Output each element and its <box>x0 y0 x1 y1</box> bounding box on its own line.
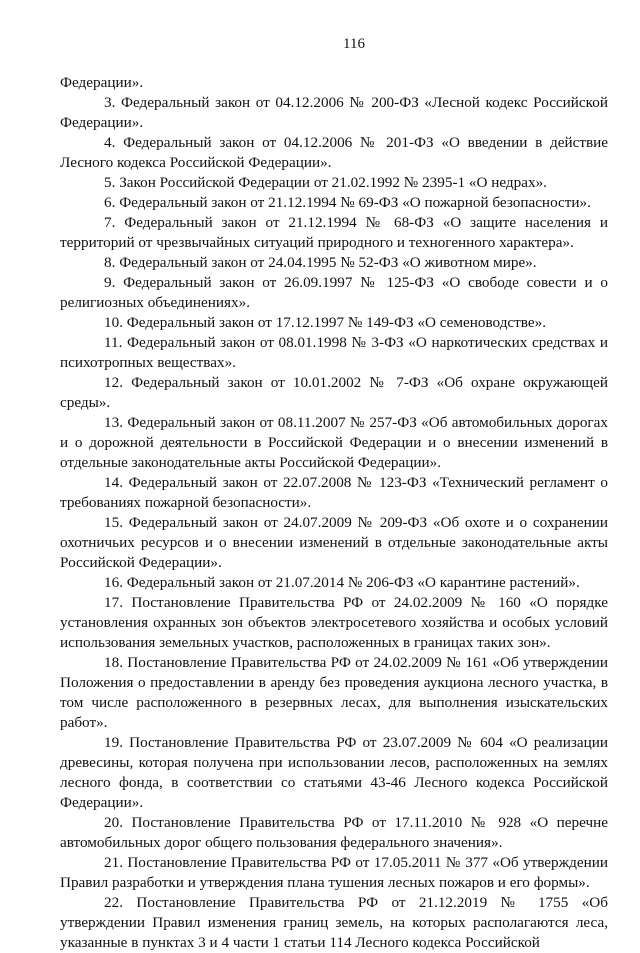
list-item: 13. Федеральный закон от 08.11.2007 № 257-ФЗ «Об автомобильных дорогах и о дорожной деятельности в Российской Федерации и о внесении изменений в отдельные законодательные акты Российской Федерации». <box>60 414 608 471</box>
document-body <box>60 73 608 953</box>
list-item: 19. Постановление Правительства РФ от 23.07.2009 № 604 «О реализации древесины, которая получена при использовании лесов, расположенных на землях лесного фонда, в соответствии со статьями 43-46 Лесного кодекса Российской Федерации». <box>60 734 608 811</box>
page-number: 116 <box>343 36 365 52</box>
list-item: 14. Федеральный закон от 22.07.2008 № 123-ФЗ «Технический регламент о требованиях пожарной безопасности». <box>60 474 608 511</box>
list-item: 12. Федеральный закон от 10.01.2002 № 7-ФЗ «Об охране окружающей среды». <box>60 374 608 411</box>
list-item: 16. Федеральный закон от 21.07.2014 № 206-ФЗ «О карантине растений». <box>104 574 580 591</box>
list-item: 18. Постановление Правительства РФ от 24.02.2009 № 161 «Об утверждении Положения о предоставлении в аренду без проведения аукциона лесного участка, в том числе расположенного в резервных лесах, для выполнения изыскательских работ». <box>60 654 608 731</box>
list-item: 3. Федеральный закон от 04.12.2006 № 200-ФЗ «Лесной кодекс Российской Федерации». <box>60 94 608 131</box>
list-item: 15. Федеральный закон от 24.07.2009 № 209-ФЗ «Об охоте и о сохранении охотничьих ресурсов и о внесении изменений в отдельные законодательные акты Российской Федерации». <box>60 514 608 571</box>
list-item: 8. Федеральный закон от 24.04.1995 № 52-ФЗ «О животном мире». <box>104 254 537 271</box>
list-item: 20. Постановление Правительства РФ от 17.11.2010 № 928 «О перечне автомобильных дорог общего пользования федерального значения». <box>60 814 608 851</box>
continuation-text: Федерации». <box>60 74 144 91</box>
list-item: 7. Федеральный закон от 21.12.1994 № 68-ФЗ «О защите населения и территорий от чрезвычайных ситуаций природного и техногенного характера». <box>60 214 608 251</box>
list-item: 9. Федеральный закон от 26.09.1997 № 125-ФЗ «О свободе совести и о религиозных объединениях». <box>60 274 608 311</box>
list-item: 11. Федеральный закон от 08.01.1998 № 3-ФЗ «О наркотических средствах и психотропных веществах». <box>60 334 608 371</box>
list-item: 17. Постановление Правительства РФ от 24.02.2009 № 160 «О порядке установления охранных зон объектов электросетевого хозяйства и особых условий использования земельных участков, расположенных в границах таких зон». <box>60 594 608 651</box>
list-item: 6. Федеральный закон от 21.12.1994 № 69-ФЗ «О пожарной безопасности». <box>104 194 591 211</box>
list-item: 4. Федеральный закон от 04.12.2006 № 201-ФЗ «О введении в действие Лесного кодекса Российской Федерации». <box>60 134 608 171</box>
list-item: 22. Постановление Правительства РФ от 21.12.2019 № 1755 «Об утверждении Правил изменения границ земель, на которых располагаются леса, указанные в пунктах 3 и 4 части 1 статьи 114 Лесного кодекса Российской <box>60 894 608 951</box>
list-item: 10. Федеральный закон от 17.12.1997 № 149-ФЗ «О семеноводстве». <box>104 314 547 331</box>
list-item: 21. Постановление Правительства РФ от 17.05.2011 № 377 «Об утверждении Правил разработки и утверждения плана тушения лесных пожаров и его формы». <box>60 854 608 891</box>
list-item: 5. Закон Российской Федерации от 21.02.1992 № 2395-1 «О недрах». <box>104 174 547 191</box>
